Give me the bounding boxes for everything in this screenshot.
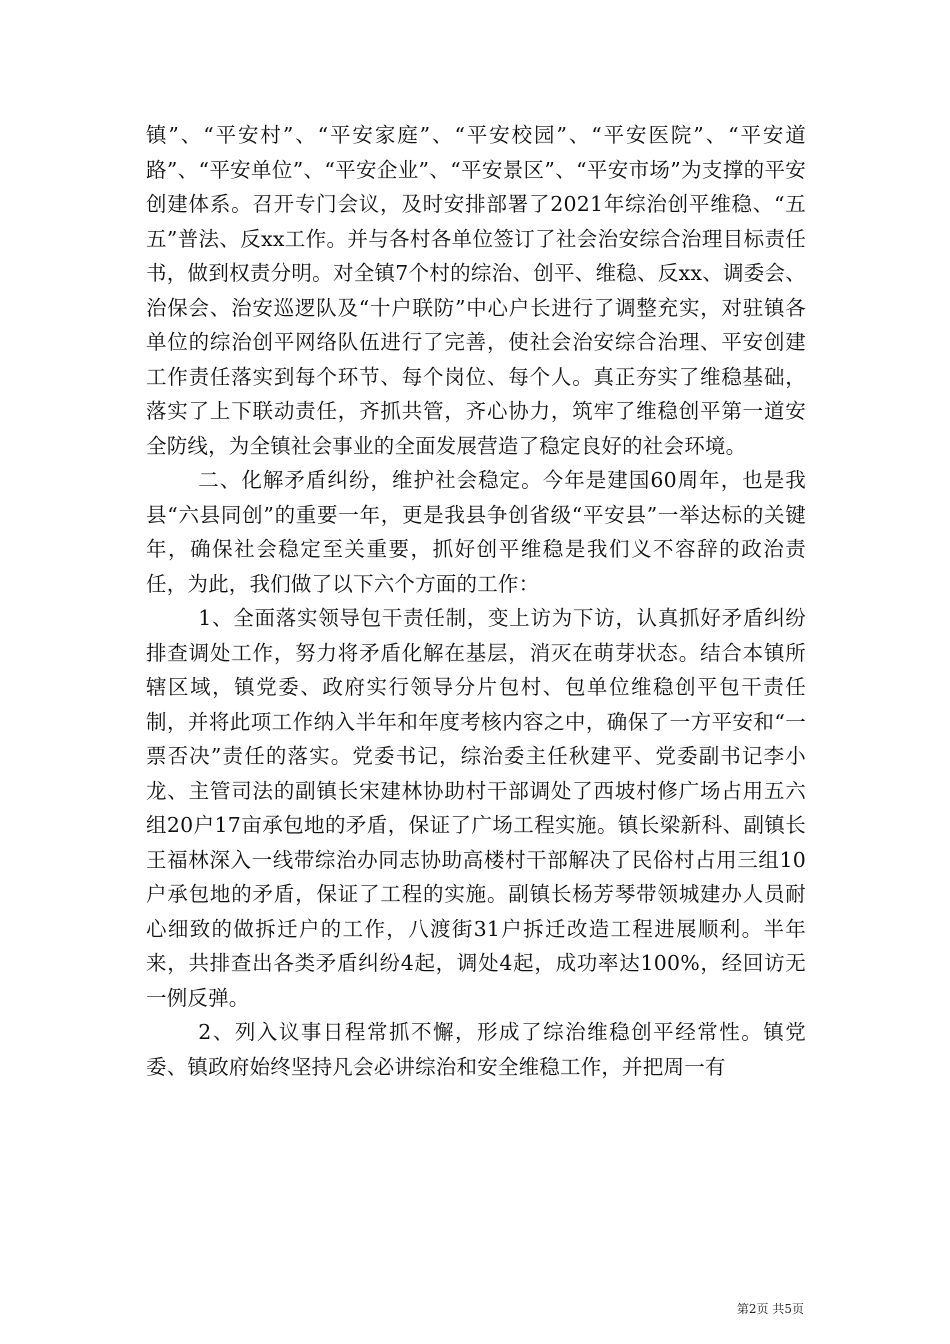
paragraph-1: 镇”、“平安村”、“平安家庭”、“平安校园”、“平安医院”、“平安道路”、“平安单位”、“平安企业”、“平安景区”、“平安市场”为支撑的平安创建体系。召开专门会议，及时安排部署了2021年综治创平维稳、“五五”普法、反xx工作。并与各村各单位签订了社会治安综合治理目标责任书，做到权责分明。对全镇7个村的综治、创平、维稳、反xx、调委会、治保会、治安巡逻队及“十户联防”中心户长进行了调整充实，对驻镇各单位的综治创平网络队伍进行了完善，使社会治安综合治理、平安创建工作责任落实到每个环节、每个岗位、每个人。真正夯实了维稳基础，落实了上下联动责任，齐抓共管，齐心协力，筑牢了维稳创平第一道安全防线，为全镇社会事业的全面发展营造了稳定良好的社会环境。 (146, 123, 806, 458)
document-body (146, 118, 806, 1084)
paragraph-3: 1、全面落实领导包干责任制，变上访为下访，认真抓好矛盾纠纷排查调处工作，努力将矛盾化解在基层，消灭在萌芽状态。结合本镇所辖区域，镇党委、政府实行领导分片包村、包单位维稳创平包干责任制，并将此项工作纳入半年和年度考核内容之中，确保了一方平安和“一票否决”责任的落实。党委书记，综治委主任秋建平、党委副书记李小龙、主管司法的副镇长宋建林协助村干部调处了西坡村修广场占用五六组20户17亩承包地的矛盾，保证了广场工程实施。镇长梁新科、副镇长王福林深入一线带综治办同志协助高楼村干部解决了民俗村占用三组10户承包地的矛盾，保证了工程的实施。副镇长杨芳琴带领城建办人员耐心细致的做拆迁户的工作，八渡街31户拆迁改造工程进展顺利。半年来，共排查出各类矛盾纠纷4起，调处4起，成功率达100%，经回访无一例反弹。 (146, 606, 806, 1010)
paragraph-2: 二、化解矛盾纠纷，维护社会稳定。今年是建国60周年，也是我县“六县同创”的重要一年，更是我县争创省级“平安县”一举达标的关键年，确保社会稳定至关重要，抓好创平维稳是我们义不容辞的政治责任，为此，我们做了以下六个方面的工作： (146, 468, 806, 596)
page-number: 第2页 共5页 (736, 1302, 804, 1316)
paragraph-4: 2、列入议事日程常抓不懈，形成了综治维稳创平经常性。镇党委、镇政府始终坚持凡会必讲综治和安全维稳工作，并把周一有 (146, 1020, 806, 1079)
